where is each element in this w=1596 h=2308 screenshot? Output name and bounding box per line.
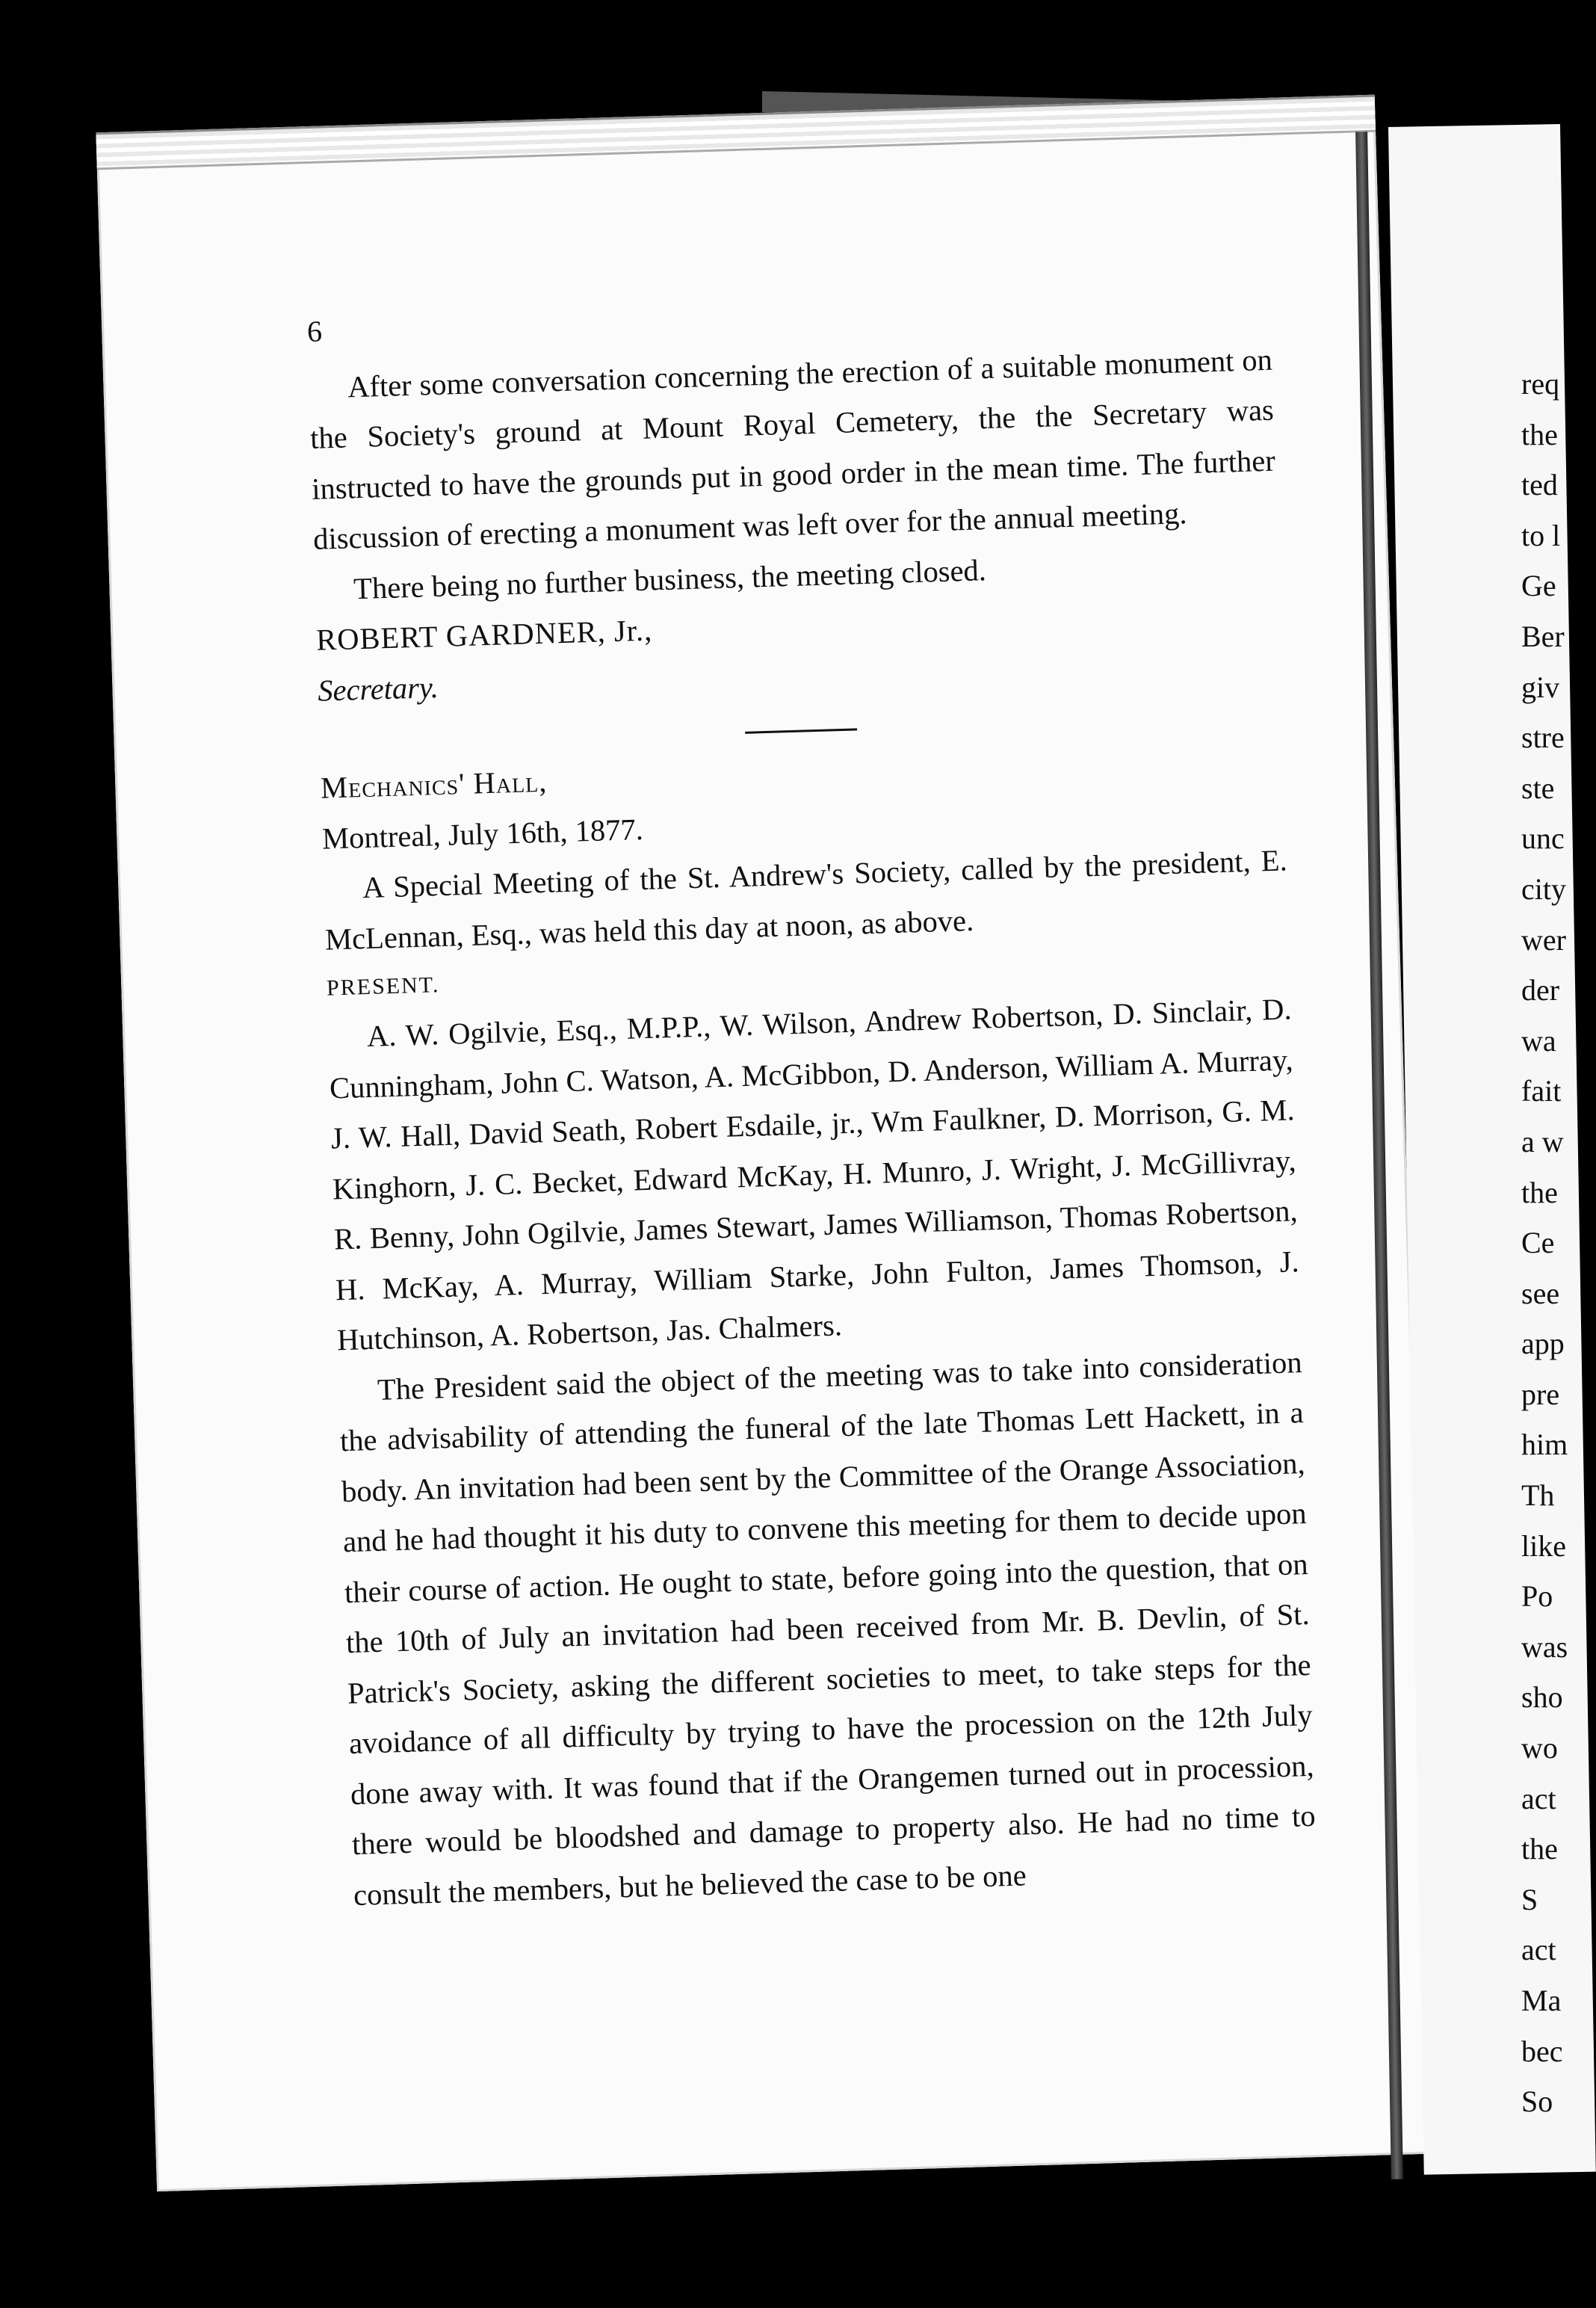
right-page-fragment: giv	[1521, 670, 1560, 704]
right-page-fragment: Th	[1521, 1478, 1555, 1513]
right-page-fragment: wo	[1521, 1731, 1558, 1765]
right-page-fragment: stre	[1521, 721, 1565, 755]
page-number: 6	[306, 314, 323, 348]
right-page-fragment: S	[1521, 1882, 1538, 1916]
present-list: A. W. Ogilvie, Esq., M.P.P., W. Wilson, Andrew Robertson, D. Sinclair, D. Cunningham, John C. Watson, A. McGibbon, D. Anderson, William A. Murray, J. W. Hall, David Seath, Robert Esdaile, jr., Wm Faulkner, D. Morrison, G. M. Kinghorn, J. C. Becket, Edward McKay, H. Munro, J. Wright, J. McGillivray, R. Benny, John Ogilvie, James Stewart, James Williamson, Thomas Robertson, H. McKay, A. Murray, William Starke, John Fulton, James Thomson, J. Hutchinson, A. Robertson, Jas. Chalmers.	[329, 992, 1300, 1357]
right-page-fragment: der	[1521, 973, 1560, 1008]
right-page-fragment: Ge	[1521, 569, 1556, 603]
right-page-fragment: act	[1521, 1933, 1556, 1967]
right-page-fragment: wa	[1521, 1023, 1556, 1058]
signature-title: Secretary.	[317, 670, 439, 708]
present-heading: PRESENT.	[326, 972, 440, 1001]
right-page-fragment: wer	[1521, 922, 1566, 957]
right-page-fragment: sho	[1521, 1680, 1563, 1715]
paragraph-president: The President said the object of the meeting was to take into consideration the advisability of attending the funeral of the late Thomas Lett Hackett, in a body. An invitation had been sent by the Committee of the Orange Association, and he had thought it his duty to convene this meeting for them to decide upon their course of action. He ought to state, before going into the question, that on the 10th of July an invitation had been received from Mr. B. Devlin, of St. Patrick's Society, asking the different societies to meet, to take steps for the avoidance of all difficulty by trying to have the procession on the 12th July done away with. It was found that if the Orangemen turned out in procession, there would be bloodshed and damage to property also. He had no time to consult the members, but he believed the case to be one	[339, 1345, 1317, 1912]
right-page-fragment: to l	[1521, 518, 1561, 552]
paragraph-monument: After some conversation concerning the erection of a suitable monument on the Society's ground at Mount Royal Cemetery, the the Secretary was instructed to have the grounds put in good order in the mean time. The further discussion of erecting a monument was left over for the annual meeting.	[309, 342, 1276, 556]
page-text	[306, 278, 1318, 1920]
right-page-fragment: So	[1521, 2085, 1553, 2119]
right-page-fragment: was	[1521, 1629, 1568, 1664]
heading-place: Mechanics' Hall,	[320, 764, 548, 805]
heading-date: Montreal, July 16th, 1877.	[321, 812, 644, 856]
right-page-fragment: the	[1521, 1832, 1558, 1866]
right-page-fragment: the	[1521, 1175, 1558, 1209]
right-page-fragment: him	[1521, 1428, 1568, 1462]
right-page-fragment: a w	[1521, 1124, 1564, 1158]
right-page-fragment: ste	[1521, 771, 1555, 805]
right-page-fragment: pre	[1521, 1377, 1560, 1411]
right-page-fragment: like	[1521, 1528, 1566, 1563]
right-page-fragment: Ce	[1521, 1226, 1555, 1260]
signature-name: ROBERT GARDNER, Jr.,	[315, 613, 653, 657]
right-page-fragment: the	[1521, 417, 1558, 451]
section-divider	[745, 728, 857, 733]
right-page-fragment: bec	[1521, 2034, 1563, 2068]
right-page-fragment: city	[1521, 871, 1566, 906]
right-page-fragment: unc	[1521, 821, 1565, 856]
right-page-fragment: see	[1521, 1276, 1560, 1310]
right-page-fragment: fait	[1521, 1074, 1562, 1108]
right-page-fragment: ted	[1521, 468, 1558, 502]
right-page-fragment: act	[1521, 1781, 1556, 1815]
paragraph-closing: There being no further business, the meeting closed.	[353, 552, 987, 605]
right-page-fragment: Ma	[1521, 1984, 1562, 2017]
paragraph-special-meeting: A Special Meeting of the St. Andrew's Society, called by the president, E. McLennan, Esq., was held this day at noon, as above.	[324, 843, 1288, 957]
right-page-fragment: Po	[1521, 1579, 1553, 1614]
right-page-fragment: Ber	[1521, 619, 1565, 653]
right-page-fragment: req	[1521, 367, 1560, 401]
right-page-text	[1521, 359, 1566, 2127]
right-page-fragment: app	[1521, 1327, 1565, 1361]
